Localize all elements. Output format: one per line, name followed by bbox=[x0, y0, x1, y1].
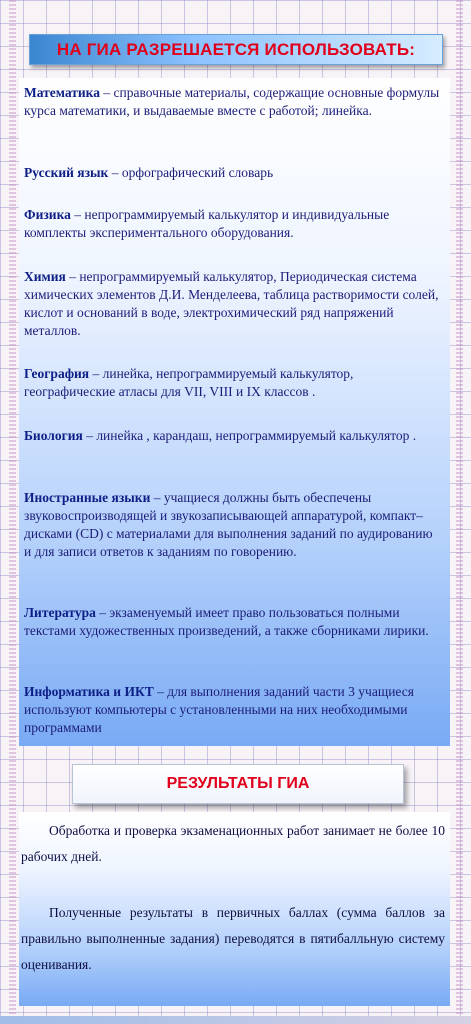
left-margin-line bbox=[9, 0, 16, 1024]
subject-item-russian: Русский язык – орфографический словарь bbox=[24, 165, 274, 180]
subject-item-math: Математика – справочные материалы, содержащие основные формулы курса математики, и выдаваемые вместе с работой; линейка. bbox=[24, 85, 440, 118]
subject-item-geography: География – линейка, непрограммируемый калькулятор, географические атласы для VII, VIII и IX классов . bbox=[24, 366, 354, 399]
results-title: РЕЗУЛЬТАТЫ ГИА bbox=[166, 775, 310, 792]
results-paragraph: Обработка и проверка экзаменационных работ занимает не более 10 рабочих дней. bbox=[21, 823, 445, 864]
right-margin-line bbox=[456, 0, 463, 1024]
subject-item-informatics: Информатика и ИКТ – для выполнения заданий части 3 учащиеся используют компьютеры с установленными на них необходимыми программами bbox=[24, 684, 414, 735]
allowed-materials-header bbox=[29, 34, 443, 65]
allowed-materials-title: НА ГИА РАЗРЕШАЕТСЯ ИСПОЛЬЗОВАТЬ: bbox=[56, 39, 416, 59]
subject-item-biology: Биология – линейка , карандаш, непрограммируемый калькулятор . bbox=[24, 428, 417, 443]
results-paragraph: Полученные результаты в первичных баллах (сумма баллов за правильно выполненные задания) переводятся в пятибалльную систему оценивания. bbox=[21, 905, 445, 972]
subject-item-literature: Литература – экзаменуемый имеет право пользоваться полными текстами художественных произведений, а также сборниками лирики. bbox=[24, 605, 429, 638]
footer-strip bbox=[0, 1016, 471, 1024]
subject-item-foreign-languages: Иностранные языки – учащиеся должны быть обеспечены звуковоспроизводящей и звукозаписывающей аппаратурой, компакт–дисками (CD) с материалами для выполнения заданий по аудированию и для записи ответов к заданиям по говорению. bbox=[24, 490, 433, 559]
subject-item-physics: Физика – непрограммируемый калькулятор и индивидуальные комплекты экспериментального оборудования. bbox=[24, 207, 390, 240]
results-header bbox=[72, 764, 404, 804]
subject-item-chemistry: Химия – непрограммируемый калькулятор, Периодическая система химических элементов Д.И. Менделеева, таблица растворимости солей, кислот и оснований в воде, электрохимический ряд напряжений металлов. bbox=[24, 269, 439, 338]
